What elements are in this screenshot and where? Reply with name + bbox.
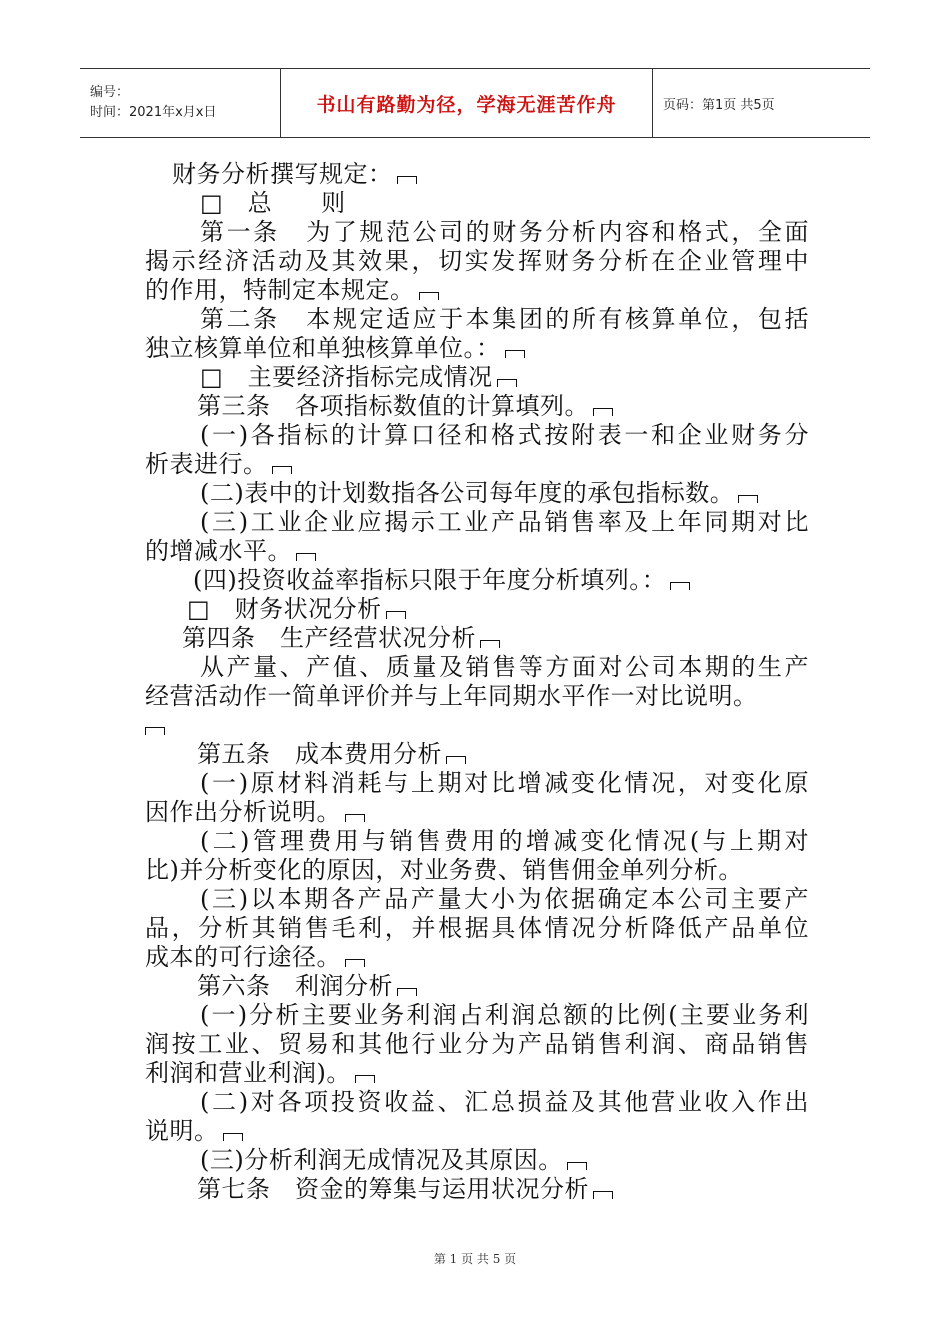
paragraph-mark-icon (567, 1162, 587, 1170)
article-7-heading: 第七条 资金的筹集与运用状况分析 (197, 1175, 809, 1204)
document-date-label: 时间：2021年x月x日 (90, 105, 217, 120)
paragraph-mark-icon (670, 582, 690, 590)
article-4-heading: 第四条 生产经营状况分析 (182, 624, 809, 653)
paragraph-mark-icon (145, 727, 165, 735)
paragraph-mark-icon (593, 1191, 613, 1199)
paragraph-mark-icon (397, 176, 417, 184)
article-5-item-2-line-2: 比)并分析变化的原因，对业务费、销售佣金单列分析。 (145, 856, 743, 884)
section-heading-financial-status: □ 财务状况分析 (187, 595, 809, 624)
paragraph-mark-icon (386, 611, 406, 619)
article-5-item-3-line-3: 成本的可行途径。 (145, 943, 809, 972)
paragraph-mark-icon (345, 814, 365, 822)
article-5-item-3-line-2: 品，分析其销售毛利，并根据具体情况分析降低产品单位 (145, 914, 809, 942)
article-6-heading: 第六条 利润分析 (197, 972, 809, 1001)
article-1-line-3: 的作用，特制定本规定。 (145, 276, 809, 305)
article-5-item-3-line-1: (三)以本期各产品产量大小为依据确定本公司主要产 (200, 885, 809, 913)
article-3-line-1: 第三条 各项指标数值的计算填列。 (197, 392, 809, 421)
article-6-item-3: (三)分析利润无成情况及其原因。 (200, 1146, 809, 1175)
paragraph-mark-icon (223, 1133, 243, 1141)
paragraph-mark-icon (355, 1075, 375, 1083)
document-body (145, 160, 809, 1204)
paragraph-mark-icon (738, 495, 758, 503)
article-4-line-3 (145, 711, 809, 740)
article-3-item-2: (二)表中的计划数指各公司每年度的承包指标数。 (200, 479, 809, 508)
article-6-item-2-line-2: 说明。 (145, 1117, 809, 1146)
paragraph-mark-icon (397, 988, 417, 996)
article-3-item-3-line-1: (三)工业企业应揭示工业产品销售率及上年同期对比 (200, 508, 809, 536)
article-3-item-4: (四)投资收益率指标只限于年度分析填列。： (193, 566, 809, 595)
paragraph-mark-icon (497, 379, 517, 387)
header-motto-cell (280, 69, 653, 137)
article-2-line-1: 第二条 本规定适应于本集团的所有核算单位，包括 (200, 305, 809, 333)
page-header (80, 68, 870, 138)
article-3-item-3-line-2: 的增减水平。 (145, 537, 809, 566)
header-meta (80, 69, 280, 137)
article-6-item-1-line-1: (一)分析主要业务利润占利润总额的比例(主要业务利 (200, 1001, 809, 1029)
article-5-item-2-line-1: (二)管理费用与销售费用的增减变化情况(与上期对 (200, 827, 809, 855)
paragraph-mark-icon (419, 292, 439, 300)
article-4-line-1: 从产量、产值、质量及销售等方面对公司本期的生产 (200, 653, 809, 681)
article-1-line-1: 第一条 为了规范公司的财务分析内容和格式，全面 (200, 218, 809, 246)
article-2-line-2: 独立核算单位和单独核算单位。： (145, 334, 809, 363)
section-heading-indicators: □ 主要经济指标完成情况 (200, 363, 809, 392)
paragraph-mark-icon (272, 466, 292, 474)
document-title: 财务分析撰写规定： (172, 160, 809, 189)
page-footer: 第 1 页 共 5 页 (433, 1252, 517, 1266)
header-page-cell (653, 69, 870, 137)
article-6-item-1-line-2: 润按工业、贸易和其他行业分为产品销售利润、商品销售 (145, 1030, 809, 1058)
section-heading-general: □ 总 则 (200, 189, 346, 217)
article-6-item-2-line-1: (二)对各项投资收益、汇总损益及其他营业收入作出 (200, 1088, 809, 1116)
document-number-label: 编号： (90, 85, 130, 100)
paragraph-mark-icon (345, 959, 365, 967)
header-motto: 书山有路勤为径，学海无涯苦作舟 (316, 93, 617, 116)
paragraph-mark-icon (505, 350, 525, 358)
article-5-item-1-line-1: (一)原材料消耗与上期对比增减变化情况，对变化原 (200, 769, 809, 797)
article-3-item-1-line-2: 析表进行。 (145, 450, 809, 479)
article-5-heading: 第五条 成本费用分析 (197, 740, 809, 769)
article-1-line-2: 揭示经济活动及其效果，切实发挥财务分析在企业管理中 (145, 247, 809, 275)
paragraph-mark-icon (480, 640, 500, 648)
article-4-line-2: 经营活动作一简单评价并与上年同期水平作一对比说明。 (145, 682, 758, 710)
header-page-label: 页码：第1页 共5页 (663, 97, 775, 113)
article-6-item-1-line-3: 利润和营业利润)。 (145, 1059, 809, 1088)
paragraph-mark-icon (446, 756, 466, 764)
paragraph-mark-icon (593, 408, 613, 416)
paragraph-mark-icon (296, 553, 316, 561)
article-3-item-1-line-1: (一)各指标的计算口径和格式按附表一和企业财务分 (200, 421, 809, 449)
article-5-item-1-line-2: 因作出分析说明。 (145, 798, 809, 827)
